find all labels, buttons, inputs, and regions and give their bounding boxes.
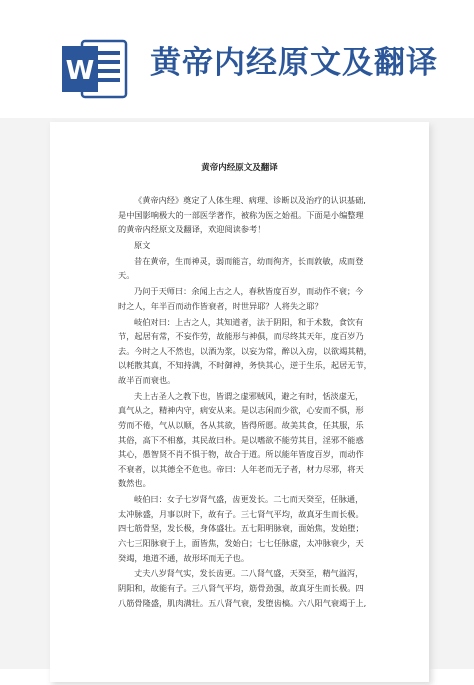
- document-line: 阴阳和，故能有子。三八肾气平均，筋骨劲强，故真牙生而长极。四: [118, 583, 364, 593]
- document-line: 太冲脉盛，月事以时下，故有子。三七肾气平均，故真牙生而长极。: [118, 508, 364, 519]
- document-line: 是中国影响极大的一部医学著作，被称为医之始祖。下面是小编整理: [118, 209, 364, 220]
- document-line: 丈夫八岁肾气实，发长齿更。二八肾气盛，天癸至，精气溢泻，: [134, 568, 364, 579]
- document-line: 乃问于天师曰：余闻上古之人，春秋皆度百岁，而动作不衰；今: [134, 286, 364, 297]
- document-line: 四七筋骨坚，发长极，身体盛壮。五七阳明脉衰，面始焦，发始堕；: [118, 523, 364, 534]
- document-line: 其心，愚智贤不肖不惧于物，故合于道。所以能年皆度百岁，而动作: [118, 449, 364, 460]
- document-line: 六七三阳脉衰于上，面皆焦，发始白；七七任脉虚，太冲脉衰少，天: [118, 538, 364, 548]
- document-line: 以耗散其真，不知持满，不时御神，务快其心，逆于生乐，起居无节，: [118, 360, 372, 371]
- document-line: 时之人，年半百而动作皆衰者，时世异耶？人将失之耶？: [118, 300, 323, 311]
- banner-title: 黄帝内经原文及翻译: [150, 45, 438, 81]
- document-line: 岐伯对曰：上古之人，其知道者，法于阴阳，和于术数，食饮有: [134, 316, 364, 327]
- document-line: 节，起居有常，不妄作劳，故能形与神俱，而尽终其天年，度百岁乃: [118, 331, 364, 342]
- word-logo-letter: W: [65, 56, 95, 86]
- document-line: 夫上古圣人之教下也，皆谓之虚邪贼风，避之有时，恬淡虚无，: [134, 390, 364, 401]
- document-line: 劳而不倦，气从以顺，各从其欲，皆得所愿。故美其食，任其服，乐: [118, 420, 364, 430]
- document-line: 其俗，高下不相慕，其民故曰朴。是以嗜欲不能劳其目，淫邪不能惑: [118, 434, 364, 445]
- document-line: 岐伯曰：女子七岁肾气盛，齿更发长。二七而天癸至，任脉通，: [134, 494, 364, 505]
- document-line: 天。: [118, 270, 135, 281]
- document-line: 去。今时之人不然也，以酒为浆，以妄为常，醉以入房，以欲竭其精，: [118, 345, 372, 356]
- microsoft-word-icon: [62, 38, 128, 100]
- document-line: 数然也。: [118, 478, 151, 489]
- document-line: 《黄帝内经》奠定了人体生理、病理、诊断以及治疗的认识基础,: [134, 195, 366, 205]
- document-line: 八筋骨隆盛，肌肉满壮。五八肾气衰，发堕齿槁。六八阳气衰竭于上,: [118, 597, 367, 608]
- document-line: 不衰者，以其德全不危也。帝曰：人年老而无子者，材力尽邪，将天: [118, 463, 364, 474]
- document-line: 真气从之，精神内守，病安从来。是以志闲而少欲，心安而不惧，形: [118, 405, 364, 416]
- banner-header: [0, 0, 474, 130]
- document-line: 昔在黄帝，生而神灵，弱而能言，幼而徇齐，长而敦敏，成而登: [134, 255, 364, 266]
- document-line: 癸竭，地道不通，故形坏而无子也。: [118, 552, 250, 563]
- document-line: 原文: [134, 240, 151, 250]
- document-title: 黄帝内经原文及翻译: [201, 163, 278, 173]
- document-line: 的黄帝内经原文及翻译，欢迎阅读参考！: [118, 224, 266, 235]
- document-line: 故半百而衰也。: [118, 375, 176, 385]
- document-page: [50, 122, 429, 682]
